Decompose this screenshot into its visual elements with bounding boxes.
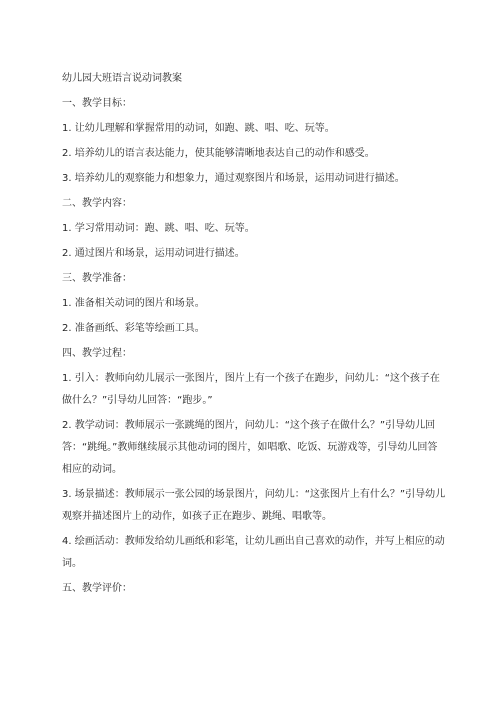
section-heading-evaluation: 五、教学评价： [62, 583, 132, 594]
section-heading-process: 四、教学过程： [62, 348, 132, 359]
content-item-2: 2. 通过图片和场景，运用动词进行描述。 [62, 248, 245, 259]
process-item-1: 1. 引入：教师向幼儿展示一张图片，图片上有一个孩子在跑步，问幼儿：“这个孩子在做什么？”引导幼儿回答：“跑步。” [62, 373, 440, 406]
preparation-item-2: 2. 准备画纸、彩笔等绘画工具。 [62, 323, 205, 334]
document-title: 幼儿园大班语言说动词教案 [62, 73, 182, 84]
process-item-4: 4. 绘画活动：教师发给幼儿画纸和彩笔，让幼儿画出自己喜欢的动作，并写上相应的动词。 [62, 536, 445, 569]
goal-item-1: 1. 让幼儿理解和掌握常用的动词，如跑、跳、唱、吃、玩等。 [62, 123, 335, 134]
preparation-item-1: 1. 准备相关动词的图片和场景。 [62, 298, 205, 309]
goal-item-2: 2. 培养幼儿的语言表达能力，使其能够清晰地表达自己的动作和感受。 [62, 148, 375, 159]
content-item-1: 1. 学习常用动词：跑、跳、唱、吃、玩等。 [62, 223, 255, 234]
goal-item-3: 3. 培养幼儿的观察能力和想象力，通过观察图片和场景，运用动词进行描述。 [62, 173, 405, 184]
section-heading-preparation: 三、教学准备： [62, 273, 132, 284]
section-heading-goals: 一、教学目标： [62, 98, 132, 109]
process-item-2: 2. 教学动词：教师展示一张跳绳的图片，问幼儿：“这个孩子在做什么？”引导幼儿回答：“跳绳。”教师继续展示其他动词的图片，如唱歌、吃饭、玩游戏等，引导幼儿回答相应的动词。 [62, 420, 438, 475]
section-heading-content: 二、教学内容： [62, 198, 132, 209]
process-item-3: 3. 场景描述：教师展示一张公园的场景图片，问幼儿：“这张图片上有什么？”引导幼儿观察并描述图片上的动作，如孩子正在跑步、跳绳、唱歌等。 [62, 489, 446, 522]
